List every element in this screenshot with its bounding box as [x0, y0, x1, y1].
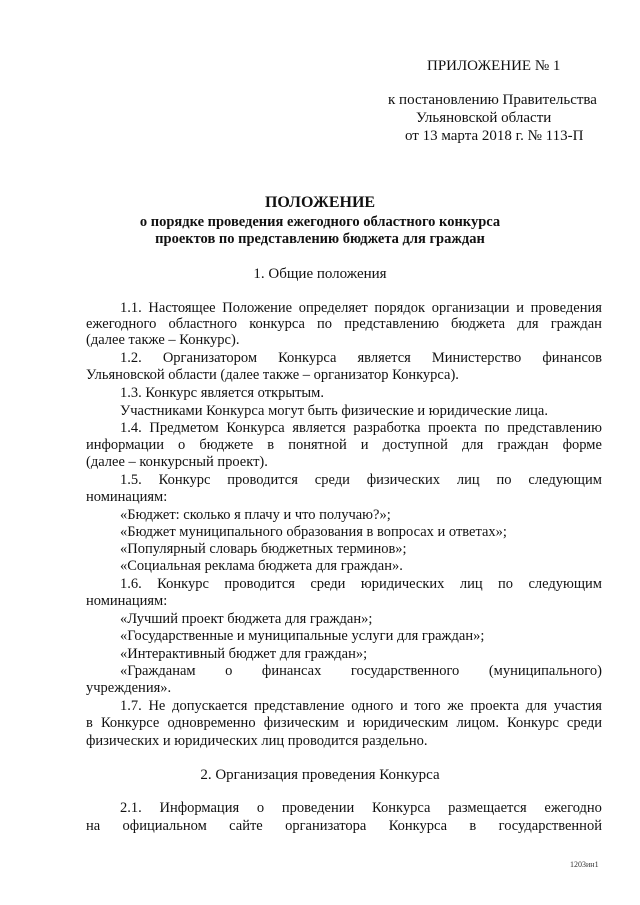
word: Конкурса: [372, 800, 431, 816]
word: 1.6.: [120, 576, 142, 592]
word: по: [498, 576, 514, 592]
word: 2.1.: [120, 800, 142, 816]
word: и: [516, 300, 524, 316]
word: информации: [86, 437, 164, 453]
word: граждан: [497, 437, 549, 453]
nomination-individual-1: «Бюджет: сколько я плачу и что получаю?»;: [120, 507, 391, 523]
paragraph-1-5-line-1: [120, 472, 602, 489]
paragraph-1-2-line-2: Ульяновской области (далее также – организатор Конкурса).: [86, 367, 459, 383]
word: представлению: [507, 420, 602, 436]
word: сайте: [229, 818, 263, 834]
word: Конкурса: [388, 818, 448, 834]
paragraph-1-4-line-1: [120, 420, 602, 437]
paragraph-1-1-line-2: [86, 316, 602, 333]
word: и: [346, 715, 355, 731]
paragraph-1-2-line-1: [120, 350, 602, 367]
word: Конкурс: [157, 576, 209, 592]
word: о: [256, 800, 265, 816]
word: областного: [168, 316, 238, 332]
nomination-individual-2: «Бюджет муниципального образования в вопросах и ответах»;: [120, 524, 507, 540]
word: доступной: [382, 437, 448, 453]
word: для: [517, 316, 539, 332]
word: в: [469, 818, 477, 834]
word: одновременно: [167, 715, 256, 731]
word: разработка: [353, 420, 421, 436]
word: организации: [431, 300, 510, 316]
word: того: [414, 698, 441, 714]
paragraph-2-1-line-2: [86, 818, 602, 835]
word: допускается: [172, 698, 248, 714]
word: определяет: [298, 300, 368, 316]
word: организатора: [285, 818, 367, 834]
word: о: [225, 663, 233, 679]
paragraph-1-6-line-2: номинациям:: [86, 593, 168, 609]
word: в: [267, 437, 275, 453]
paragraph-1-7-line-3: физических и юридических лиц проводится раздельно.: [86, 733, 428, 749]
word: 1.4.: [120, 420, 142, 436]
word: лиц: [456, 472, 480, 488]
decree-line-1: к постановлению Правительства: [388, 92, 597, 108]
word: и: [360, 437, 369, 453]
word: Министерство: [431, 350, 522, 366]
word: ежегодного: [86, 316, 157, 332]
word: на: [86, 818, 101, 834]
word: государственной: [498, 818, 602, 834]
appendix-label: ПРИЛОЖЕНИЕ № 1: [427, 58, 561, 74]
paragraph-1-1-line-3: (далее также – Конкурс).: [86, 332, 240, 348]
decree-line-2: Ульяновской области: [416, 110, 552, 126]
word: ежегодно: [544, 800, 602, 816]
word: юридических: [360, 576, 445, 592]
word: (муниципального): [488, 663, 602, 679]
word: финансах: [261, 663, 322, 679]
document-subtitle-1: о порядке проведения ежегодного областного конкурса: [139, 214, 501, 230]
word: физических: [366, 472, 440, 488]
word: проводится: [227, 472, 298, 488]
word: для: [525, 698, 548, 714]
word: проекта: [428, 420, 477, 436]
document-title: ПОЛОЖЕНИЕ: [264, 194, 376, 211]
word: понятной: [288, 437, 347, 453]
word: одного: [351, 698, 394, 714]
nomination-legal-2: «Государственные и муниципальные услуги для граждан»;: [120, 628, 485, 644]
word: «Гражданам: [120, 663, 196, 679]
document-code: 1203ин1: [570, 860, 599, 869]
word: Организатором: [162, 350, 258, 366]
section-1-heading: 1. Общие положения: [253, 266, 387, 282]
word: среди: [310, 576, 346, 592]
paragraph-1-5-line-2: номинациям:: [86, 489, 168, 505]
word: проводится: [224, 576, 295, 592]
word: юридическим: [362, 715, 449, 731]
word: участия: [553, 698, 602, 714]
paragraph-1-4-line-3: (далее – конкурсный проект).: [86, 454, 268, 470]
word: проекта: [470, 698, 520, 714]
word: Конкурса: [278, 350, 337, 366]
nomination-legal-4-line-1: [120, 663, 602, 680]
word: бюджета: [451, 316, 506, 332]
word: государственного: [350, 663, 460, 679]
nomination-legal-4-line-2: учреждения».: [86, 680, 172, 696]
word: лиц: [459, 576, 483, 592]
document-subtitle-2: проектов по представлению бюджета для граждан: [155, 231, 485, 247]
paragraph-1-7-line-1: [120, 698, 602, 715]
paragraph-1-3: 1.3. Конкурс является открытым.: [120, 385, 324, 401]
word: для: [462, 437, 484, 453]
word: Предметом: [149, 420, 219, 436]
word: по: [484, 420, 500, 436]
section-2-heading: 2. Организация проведения Конкурса: [200, 767, 440, 783]
word: лицом.: [456, 715, 499, 731]
word: 1.7.: [120, 698, 142, 714]
word: следующим: [528, 472, 602, 488]
word: размещается: [448, 800, 527, 816]
word: по: [496, 472, 512, 488]
word: Конкурс: [158, 472, 211, 488]
paragraph-1-1-line-1: [120, 300, 602, 317]
decree-line-3: от 13 марта 2018 г. № 113-П: [405, 128, 584, 144]
word: порядок: [374, 300, 426, 316]
word: же: [447, 698, 464, 714]
word: является: [292, 420, 346, 436]
word: 1.1.: [120, 300, 142, 316]
word: проведении: [281, 800, 355, 816]
word: является: [357, 350, 411, 366]
word: по: [317, 316, 333, 332]
word: официальном: [122, 818, 207, 834]
word: конкурса: [249, 316, 305, 332]
nomination-legal-3: «Интерактивный бюджет для граждан»;: [120, 646, 368, 662]
word: Положение: [222, 300, 293, 316]
paragraph-1-7-line-2: [86, 715, 602, 732]
word: среди: [566, 715, 602, 731]
nomination-legal-1: «Лучший проект бюджета для граждан»;: [120, 611, 373, 627]
paragraph-1-4-line-2: [86, 437, 602, 454]
word: 1.2.: [120, 350, 142, 366]
paragraph-1-6-line-1: [120, 576, 602, 593]
nomination-individual-3: «Популярный словарь бюджетных терминов»;: [120, 541, 407, 557]
word: Конкурс: [507, 715, 559, 731]
word: Настоящее: [148, 300, 216, 316]
word: финансов: [542, 350, 602, 366]
word: проведения: [530, 300, 602, 316]
word: бюджете: [199, 437, 254, 453]
word: среди: [314, 472, 350, 488]
word: о: [178, 437, 186, 453]
word: и: [399, 698, 408, 714]
word: Информация: [159, 800, 240, 816]
nomination-individual-4: «Социальная реклама бюджета для граждан».: [120, 558, 403, 574]
paragraph-participants: Участниками Конкурса могут быть физические и юридические лица.: [120, 403, 548, 419]
word: Конкурсе: [100, 715, 160, 731]
word: физическим: [263, 715, 339, 731]
word: Не: [148, 698, 166, 714]
word: следующим: [528, 576, 602, 592]
paragraph-2-1-line-1: [120, 800, 602, 817]
word: в: [86, 715, 93, 731]
word: форме: [562, 437, 602, 453]
word: представлению: [344, 316, 439, 332]
word: 1.5.: [120, 472, 142, 488]
word: Конкурса: [226, 420, 285, 436]
word: граждан: [550, 316, 602, 332]
word: представление: [254, 698, 345, 714]
